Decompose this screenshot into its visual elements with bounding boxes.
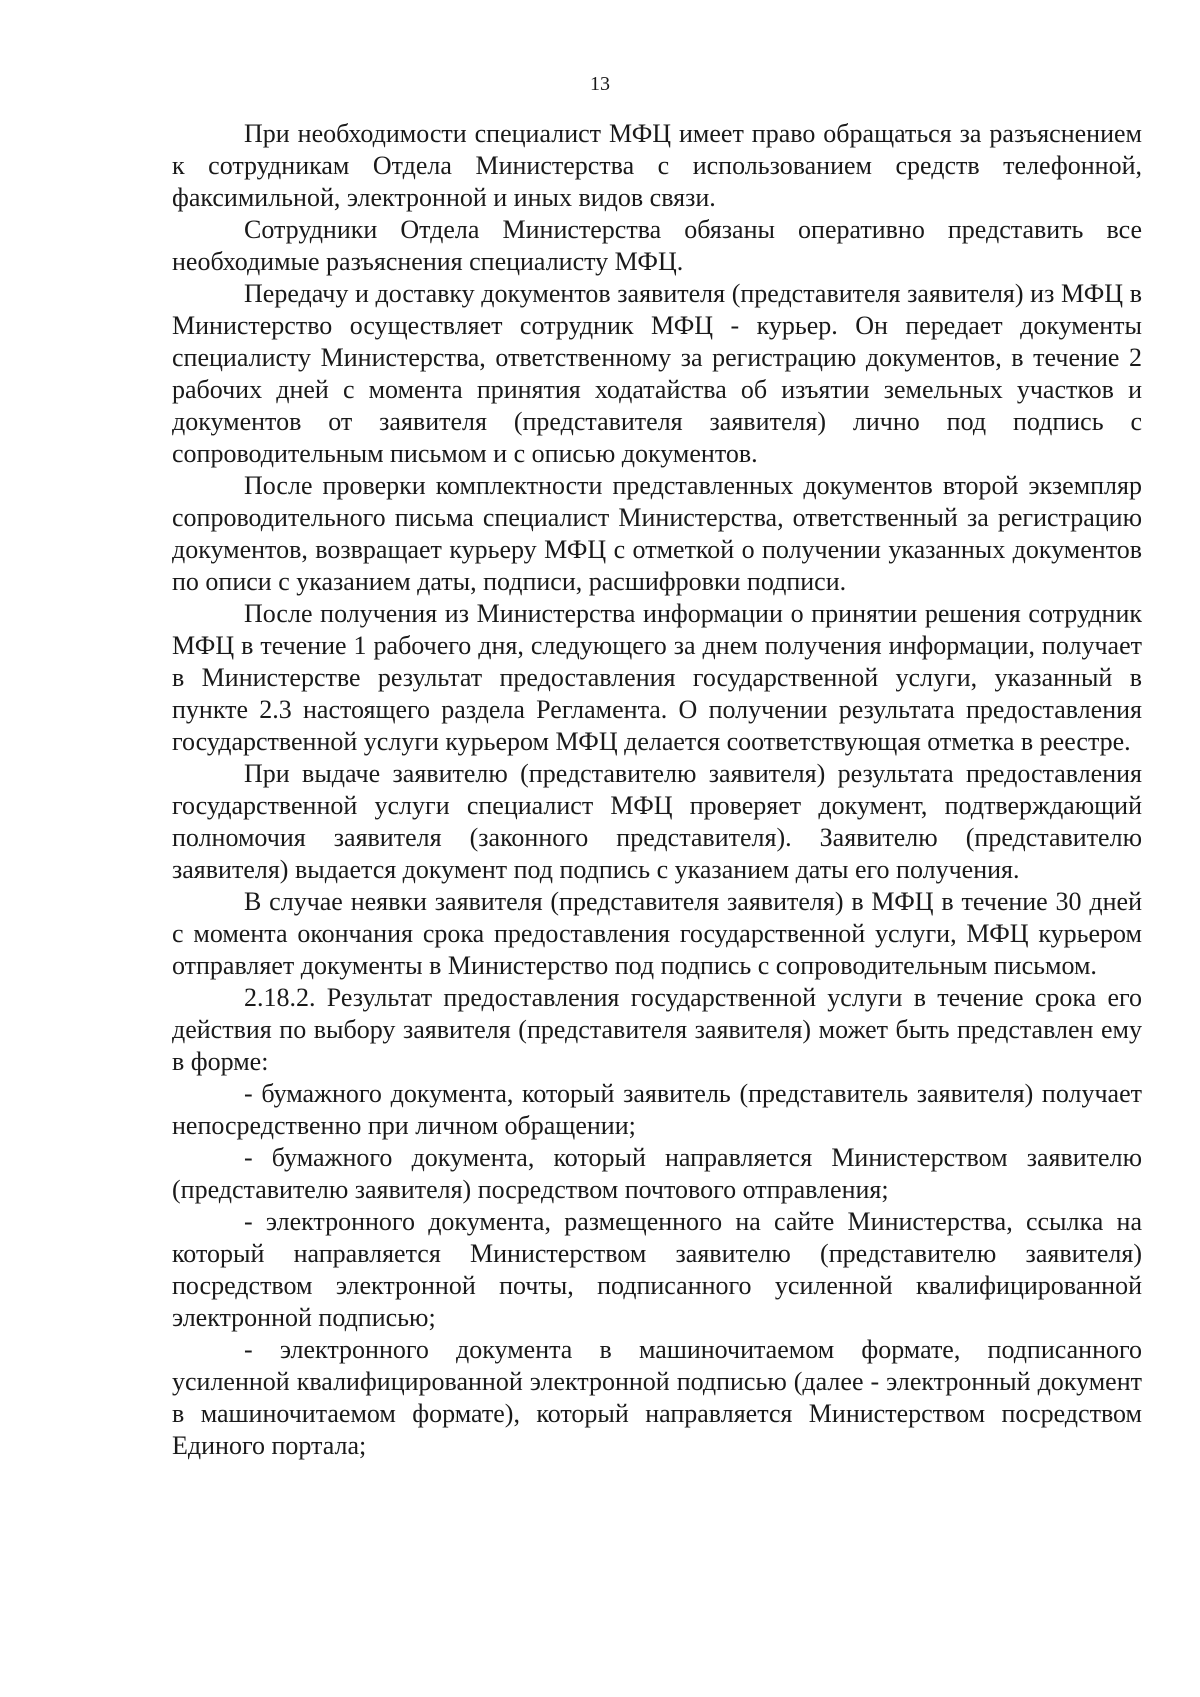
paragraph: При необходимости специалист МФЦ имеет право обращаться за разъяснением к сотрудникам Отдела Министерства с использованием средств телефонной, факсимильной, электронной и иных видов связи.: [172, 119, 1142, 212]
paragraph: После проверки комплектности представленных документов второй экземпляр сопроводительного письма специалист Министерства, ответственный за регистрацию документов, возвращает курьеру МФЦ с отметкой о получении указанных документов по описи с указанием даты, подписи, расшифровки подписи.: [172, 471, 1142, 596]
page-number: 13: [590, 73, 610, 95]
list-item: - бумажного документа, который заявитель (представитель заявителя) получает непосредственно при личном обращении;: [172, 1079, 1142, 1140]
section-paragraph: 2.18.2. Результат предоставления государственной услуги в течение срока его действия по выбору заявителя (представителя заявителя) может быть представлен ему в форме:: [172, 983, 1142, 1076]
paragraph: После получения из Министерства информации о принятии решения сотрудник МФЦ в течение 1 рабочего дня, следующего за днем получения информации, получает в Министерстве результат предоставления государственной услуги, указанный в пункте 2.3 настоящего раздела Регламента. О получении результата предоставления государственной услуги курьером МФЦ делается соответствующая отметка в реестре.: [172, 599, 1142, 756]
paragraph: При выдаче заявителю (представителю заявителя) результата предоставления государственной услуги специалист МФЦ проверяет документ, подтверждающий полномочия заявителя (законного представителя). Заявителю (представителю заявителя) выдается документ под подпись с указанием даты его получения.: [172, 759, 1142, 884]
document-body: [172, 118, 1142, 1462]
list-item: - электронного документа в машиночитаемом формате, подписанного усиленной квалифицированной электронной подписью (далее - электронный документ в машиночитаемом формате), который направляется Министерством посредством Единого портала;: [172, 1335, 1142, 1460]
paragraph: В случае неявки заявителя (представителя заявителя) в МФЦ в течение 30 дней с момента окончания срока предоставления государственной услуги, МФЦ курьером отправляет документы в Министерство под подпись с сопроводительным письмом.: [172, 887, 1142, 980]
paragraph: Сотрудники Отдела Министерства обязаны оперативно представить все необходимые разъяснения специалисту МФЦ.: [172, 215, 1142, 276]
list-item: - электронного документа, размещенного на сайте Министерства, ссылка на который направляется Министерством заявителю (представителю заявителя) посредством электронной почты, подписанного усиленной квалифицированной электронной подписью;: [172, 1207, 1142, 1332]
list-item: - бумажного документа, который направляется Министерством заявителю (представителю заявителя) посредством почтового отправления;: [172, 1143, 1142, 1204]
paragraph: Передачу и доставку документов заявителя (представителя заявителя) из МФЦ в Министерство осуществляет сотрудник МФЦ - курьер. Он передает документы специалисту Министерства, ответственному за регистрацию документов, в течение 2 рабочих дней с момента принятия ходатайства об изъятии земельных участков и документов от заявителя (представителя заявителя) лично под подпись с сопроводительным письмом и с описью документов.: [172, 279, 1142, 468]
